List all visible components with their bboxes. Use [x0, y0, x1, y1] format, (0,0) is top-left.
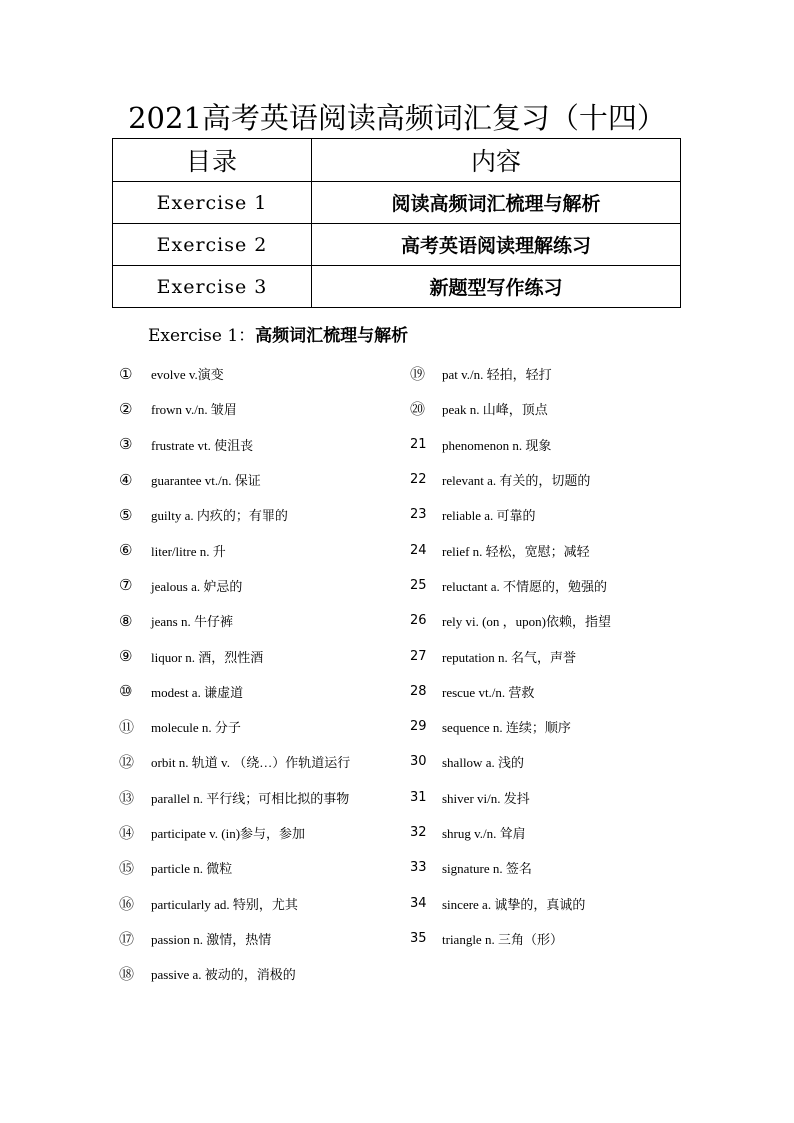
vocab-number: 31	[410, 789, 427, 805]
vocab-list-left	[119, 356, 350, 991]
vocab-number: 29	[410, 719, 427, 735]
vocab-number: 27	[410, 648, 427, 664]
vocab-item	[410, 391, 611, 426]
vocab-item	[119, 603, 350, 638]
vocab-entry: guilty a. 内疚的；有罪的	[151, 508, 288, 524]
vocab-entry: rely vi. (on ，upon)依赖，指望	[442, 614, 611, 630]
vocab-item	[410, 603, 611, 638]
vocab-number: 23	[410, 507, 427, 523]
vocab-entry: guarantee vt./n. 保证	[151, 473, 261, 489]
vocab-number: ⑫	[119, 753, 135, 772]
vocab-item	[410, 780, 611, 815]
vocab-entry: modest a. 谦虚道	[151, 684, 244, 700]
vocab-item	[119, 427, 350, 462]
vocab-item	[119, 815, 350, 850]
page-title: 2021高考英语阅读高频词汇复习（十四）	[128, 101, 666, 135]
vocab-number: 35	[410, 930, 427, 946]
vocab-entry: relevant a. 有关的，切题的	[442, 473, 591, 489]
vocab-entry: phenomenon n. 现象	[442, 437, 552, 453]
vocab-entry: jeans n. 牛仔裤	[151, 614, 233, 630]
vocab-number: 21	[410, 436, 427, 452]
vocab-number: ⑦	[119, 576, 133, 595]
toc-content: 高考英语阅读理解练习	[312, 224, 681, 266]
toc-row	[113, 266, 681, 308]
vocab-item	[119, 744, 350, 779]
vocab-entry: molecule n. 分子	[151, 720, 241, 736]
vocab-entry: peak n. 山峰，顶点	[442, 402, 548, 418]
vocab-number: ⑰	[119, 929, 135, 948]
vocab-entry: jealous a. 妒忌的	[151, 578, 243, 594]
toc-content: 新题型写作练习	[312, 266, 681, 308]
vocab-item	[119, 638, 350, 673]
vocab-number: ⑬	[119, 788, 135, 807]
vocab-entry: evolve v.演变	[151, 367, 224, 383]
vocab-entry: parallel n. 平行线；可相比拟的事物	[151, 790, 350, 806]
vocab-number: ⑥	[119, 541, 133, 560]
vocab-number: ⑤	[119, 505, 133, 524]
vocab-number: ④	[119, 470, 133, 489]
vocab-entry: participate v. (in)参与，参加	[151, 826, 306, 841]
vocab-item	[410, 709, 611, 744]
toc-row	[113, 182, 681, 224]
vocab-item	[410, 532, 611, 567]
vocab-item	[119, 850, 350, 885]
vocab-number: 28	[410, 683, 427, 699]
vocab-number: ⑩	[119, 682, 133, 701]
vocab-item	[119, 921, 350, 956]
vocab-item	[119, 497, 350, 532]
vocab-item	[119, 956, 350, 991]
toc-table	[112, 138, 681, 308]
vocab-item	[410, 497, 611, 532]
vocab-item	[119, 674, 350, 709]
vocab-number: ⑲	[410, 365, 426, 384]
vocab-entry: passion n. 激情，热情	[151, 931, 272, 947]
vocab-entry: reputation n. 名气，声誉	[442, 649, 576, 665]
vocab-item	[410, 462, 611, 497]
vocab-entry: liquor n. 酒，烈性酒	[151, 649, 264, 665]
toc-header-catalog: 目录	[113, 139, 312, 182]
vocab-item	[119, 532, 350, 567]
vocab-entry: liter/litre n. 升	[151, 543, 226, 559]
vocab-item	[410, 356, 611, 391]
vocab-number: ⑳	[410, 400, 426, 419]
vocab-entry: sincere a. 诚挚的，真诚的	[442, 896, 586, 912]
toc-header-row	[113, 139, 681, 182]
toc-exercise: Exercise 2	[113, 224, 312, 266]
vocab-number: 34	[410, 895, 427, 911]
vocab-entry: shiver vi/n. 发抖	[442, 790, 530, 806]
vocab-item	[410, 850, 611, 885]
vocab-entry: particle n. 微粒	[151, 861, 233, 877]
toc-exercise: Exercise 3	[113, 266, 312, 308]
vocab-entry: frown v./n. 皱眉	[151, 402, 237, 418]
vocab-number: ①	[119, 364, 133, 383]
toc-row	[113, 224, 681, 266]
toc-header-content: 内容	[312, 139, 681, 182]
vocab-number: 33	[410, 860, 427, 876]
vocab-item	[119, 391, 350, 426]
vocab-number: 30	[410, 754, 427, 770]
vocab-item	[119, 709, 350, 744]
vocab-entry: frustrate vt. 使沮丧	[151, 437, 254, 453]
vocab-number: ⑨	[119, 647, 133, 666]
vocab-number: ⑯	[119, 894, 135, 913]
vocab-entry: reluctant a. 不情愿的，勉强的	[442, 578, 607, 594]
vocab-entry: rescue vt./n. 营救	[442, 684, 535, 700]
vocab-item	[410, 427, 611, 462]
vocab-item	[410, 638, 611, 673]
vocab-entry: particularly ad. 特别，尤其	[151, 896, 298, 912]
vocab-entry: shrug v./n. 耸肩	[442, 826, 526, 841]
vocab-entry: shallow a. 浅的	[442, 755, 524, 771]
vocab-number: ⑮	[119, 859, 135, 878]
vocab-item	[119, 780, 350, 815]
vocab-entry: triangle n. 三角（形）	[442, 931, 563, 947]
vocab-number: ③	[119, 435, 133, 454]
vocab-number: ②	[119, 399, 133, 418]
vocab-entry: reliable a. 可靠的	[442, 508, 536, 524]
vocab-item	[410, 921, 611, 956]
vocab-entry: orbit n. 轨道 v. （绕…）作轨道运行	[151, 755, 351, 771]
section-title: 高频词汇梳理与解析	[255, 326, 409, 346]
vocab-entry: signature n. 签名	[442, 861, 532, 877]
section-prefix: Exercise 1：	[148, 326, 256, 346]
vocab-number: 24	[410, 542, 427, 558]
vocab-item	[410, 885, 611, 920]
toc-exercise: Exercise 1	[113, 182, 312, 224]
vocab-entry: sequence n. 连续；顺序	[442, 720, 571, 736]
vocab-item	[410, 815, 611, 850]
vocab-item	[119, 885, 350, 920]
vocab-number: 25	[410, 577, 427, 593]
vocab-entry: relief n. 轻松，宽慰；减轻	[442, 543, 590, 559]
section-heading	[148, 321, 408, 346]
toc-content: 阅读高频词汇梳理与解析	[312, 182, 681, 224]
vocab-number: ⑧	[119, 611, 133, 630]
vocab-number: 22	[410, 472, 427, 488]
vocab-number: ⑭	[119, 824, 135, 842]
vocab-item	[119, 356, 350, 391]
vocab-item	[119, 462, 350, 497]
vocab-number: ⑱	[119, 965, 135, 984]
vocab-item	[410, 674, 611, 709]
vocab-list-right	[410, 356, 611, 956]
vocab-entry: passive a. 被动的，消极的	[151, 967, 296, 983]
vocab-item	[410, 744, 611, 779]
vocab-entry: pat v./n. 轻拍，轻打	[442, 367, 552, 383]
vocab-number: 32	[410, 825, 427, 840]
vocab-item	[119, 568, 350, 603]
vocab-number: ⑪	[119, 718, 135, 737]
vocab-item	[410, 568, 611, 603]
vocab-number: 26	[410, 613, 427, 629]
